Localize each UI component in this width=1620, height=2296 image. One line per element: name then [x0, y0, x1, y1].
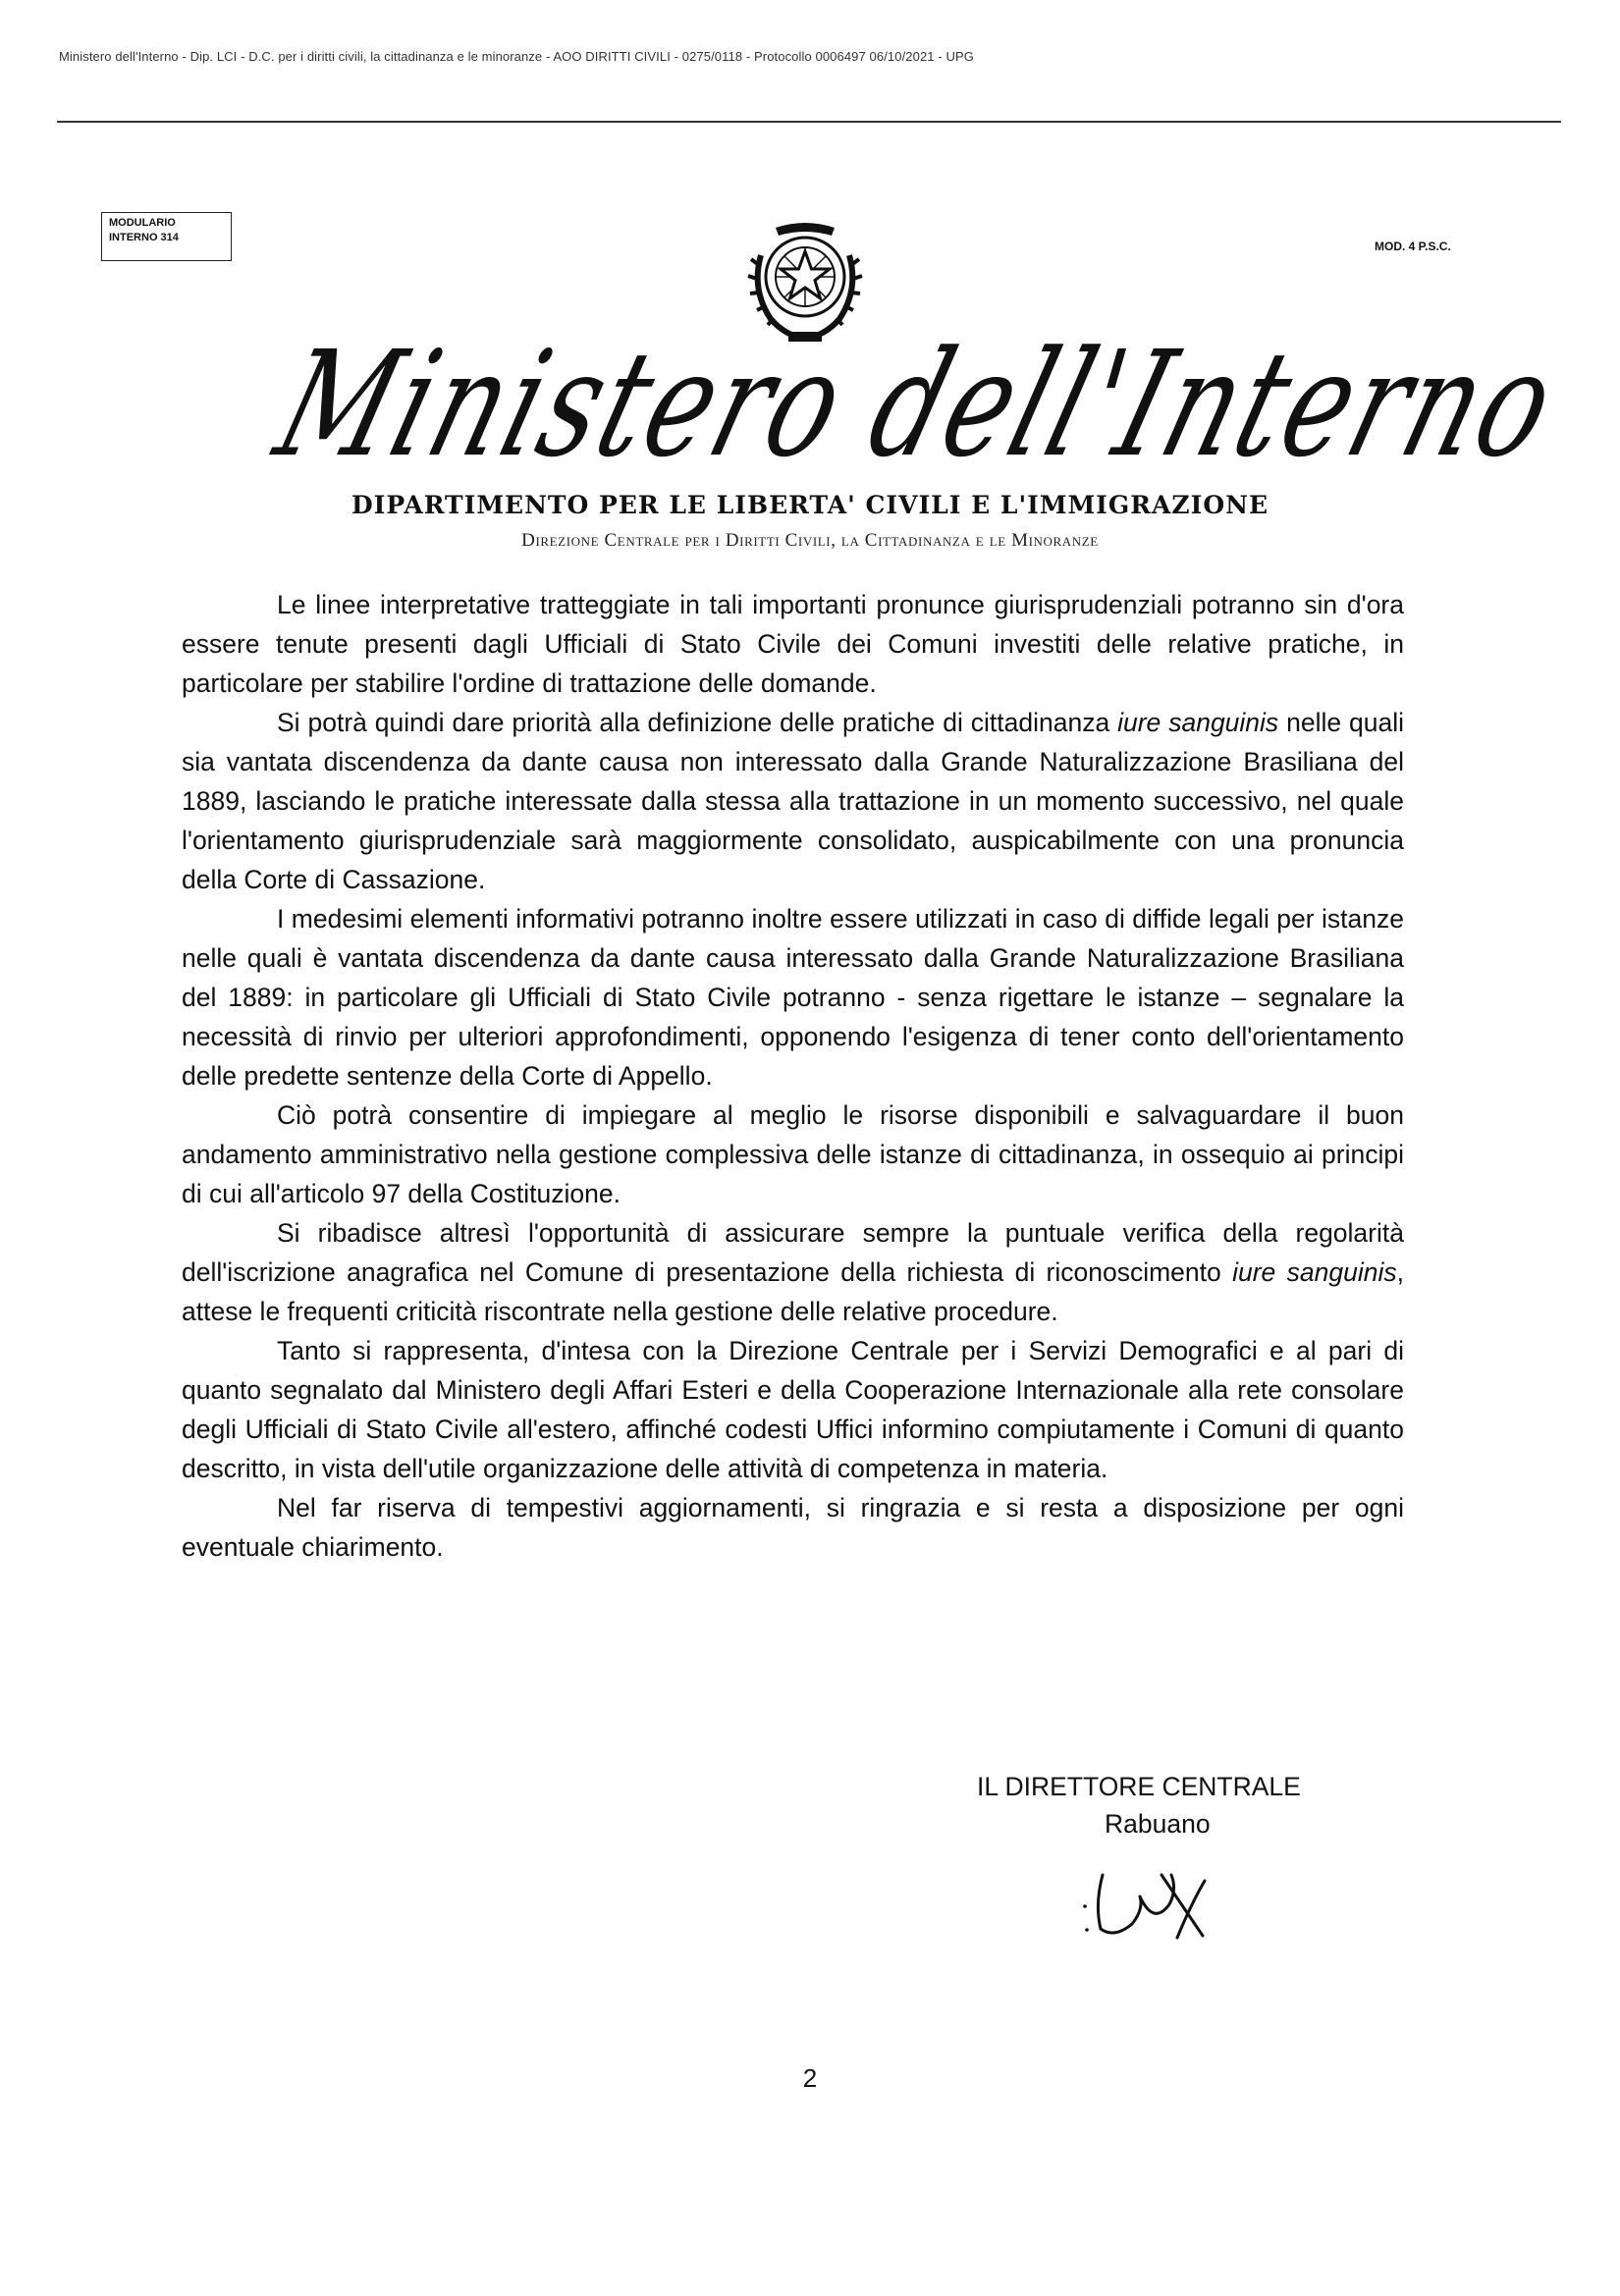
page-number: 2 [802, 2063, 818, 2093]
handwritten-signature-icon [1075, 1845, 1242, 1953]
top-rule [57, 121, 1561, 123]
paragraph-5-part-a: Si ribadisce altresì l'opportunità di assicurare sempre la puntuale verifica della regolarità dell'iscrizione anagrafica nel Comune di presentazione della richiesta di riconoscimento [182, 1218, 1404, 1287]
signature-title: IL DIRETTORE CENTRALE [977, 1772, 1301, 1801]
paragraph-2-part-b: nelle quali sia vantata discendenza da dante causa non interessato dalla Grande Naturalizzazione Brasiliana del 1889, lasciando le pratiche interessate dalla stessa alla trattazione in un momento successivo, nel quale l'orientamento giurisprudenziale sarà maggiormente consolidato, auspicabilmente con una pronuncia della Corte di Cassazione. [182, 708, 1404, 894]
signatory-name: Rabuano [1105, 1809, 1211, 1839]
modulario-line1: MODULARIO [109, 217, 176, 229]
paragraph-2-italic: iure sanguinis [1117, 708, 1279, 737]
protocol-stamp: Ministero dell'Interno - Dip. LCI - D.C. per i diritti civili, la cittadinanza e le minoranze - AOO DIRITTI CIVILI - 0275/0118 - Protocollo 0006497 06/10/2021 - UPG [59, 49, 974, 64]
paragraph-6: Tanto si rappresenta, d'intesa con la Direzione Centrale per i Servizi Demografici e al pari di quanto segnalato dal Ministero degli Affari Esteri e della Cooperazione Internazionale alla rete consolare degli Ufficiali di Stato Civile all'estero, affinché codesti Uffici informino compiutamente i Comuni di quanto descritto, in vista dell'utile organizzazione delle attività di competenza in materia. [182, 1336, 1404, 1483]
paragraph-4: Ciò potrà consentire di impiegare al meglio le risorse disponibili e salvaguardare il buon andamento amministrativo nella gestione complessiva delle istanze di cittadinanza, in ossequio ai principi di cui all'articolo 97 della Costituzione. [182, 1100, 1404, 1208]
paragraph-2-part-a: Si potrà quindi dare priorità alla definizione delle pratiche di cittadinanza [277, 708, 1118, 737]
department-title: DIPARTIMENTO PER LE LIBERTA' CIVILI E L'IMMIGRAZIONE [351, 491, 1269, 519]
directorate-title: Direzione Centrale per i Diritti Civili, la Cittadinanza e le Minoranze [521, 530, 1099, 551]
paragraph-7: Nel far riserva di tempestivi aggiornamenti, si ringrazia e si resta a disposizione per ogni eventuale chiarimento. [182, 1493, 1404, 1562]
paragraph-5 [182, 1213, 1404, 1331]
paragraph-2 [182, 703, 1404, 899]
letter-body [182, 585, 1404, 1567]
modulario-line2: INTERNO 314 [109, 232, 179, 243]
paragraph-1: Le linee interpretative tratteggiate in tali importanti pronunce giurisprudenziali potranno sin d'ora essere tenute presenti dagli Ufficiali di Stato Civile dei Comuni investiti delle relative pratiche, in particolare per stabilire l'ordine di trattazione delle domande. [182, 590, 1404, 698]
paragraph-5-italic: iure sanguinis [1232, 1257, 1397, 1287]
mod-psc-label: MOD. 4 P.S.C. [1375, 240, 1451, 253]
ministry-title: Ministero dell'Interno [260, 319, 1575, 490]
paragraph-5-part-b: , attese le frequenti criticità riscontrate nella gestione delle relative procedure. [182, 1257, 1404, 1326]
paragraph-3: I medesimi elementi informativi potranno inoltre essere utilizzati in caso di diffide legali per istanze nelle quali è vantata discendenza da dante causa interessato dalla Grande Naturalizzazione Brasiliana del 1889: in particolare gli Ufficiali di Stato Civile potranno - senza rigettare le istanze – segnalare la necessità di rinvio per ulteriori approfondimenti, opponendo l'esigenza di tener conto dell'orientamento delle predette sentenze della Corte di Appello. [182, 904, 1404, 1091]
modulario-box [101, 212, 232, 261]
